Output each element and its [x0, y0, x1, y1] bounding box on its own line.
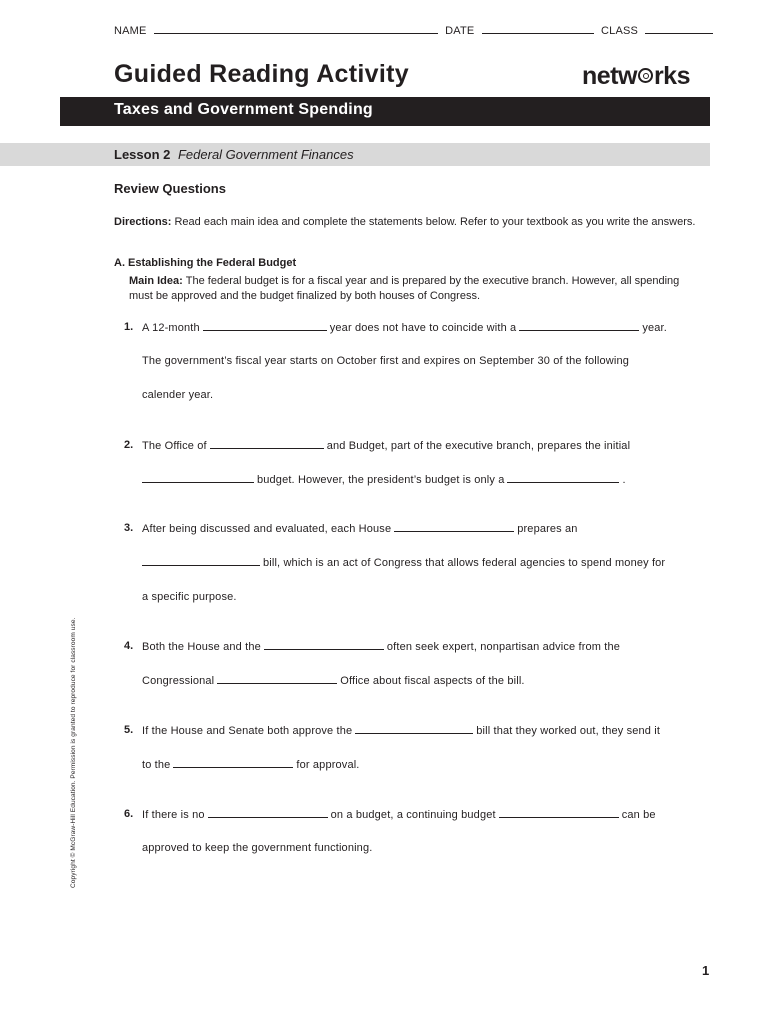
globe-icon [638, 68, 653, 83]
question-number: 6. [124, 808, 134, 820]
main-idea-label: Main Idea: [129, 275, 183, 287]
question-line: The Office of and Budget, part of the executive branch, prepares the initial [142, 440, 631, 452]
main-idea [129, 274, 699, 304]
date-field[interactable] [482, 24, 594, 34]
question-line: If the House and Senate both approve the bill that they worked out, they send it [142, 725, 661, 737]
answer-blank[interactable] [217, 674, 337, 684]
answer-blank[interactable] [507, 473, 619, 483]
lesson-number: Lesson 2 [114, 147, 171, 162]
student-info-line [114, 24, 710, 37]
question-line: approved to keep the government functioning. [142, 842, 373, 854]
directions [114, 214, 710, 230]
question-number: 5. [124, 724, 134, 736]
answer-blank[interactable] [142, 473, 254, 483]
topic-title: Taxes and Government Spending [114, 101, 373, 118]
name-label: NAME [114, 25, 147, 37]
answer-blank[interactable] [394, 522, 514, 532]
answer-blank[interactable] [355, 724, 473, 734]
answer-blank[interactable] [203, 321, 327, 331]
question-line: budget. However, the president’s budget is only a . [142, 473, 626, 486]
lesson-title: Federal Government Finances [177, 147, 354, 162]
main-idea-text: The federal budget is for a fiscal year and is prepared by the executive branch. However, all spending must be approved and the budget finalized by both houses of Congress. [129, 275, 680, 302]
question-line: Congressional Office about fiscal aspects of the bill. [142, 675, 525, 687]
question-number: 3. [124, 522, 134, 534]
question-line: bill, which is an act of Congress that allows federal agencies to spend money for [142, 556, 665, 569]
answer-blank[interactable] [210, 439, 324, 449]
section-heading: A. Establishing the Federal Budget [114, 257, 297, 269]
question-line: to the for approval. [142, 759, 360, 771]
question-number: 4. [124, 640, 134, 652]
answer-blank[interactable] [208, 808, 328, 818]
question-line: The government’s fiscal year starts on October first and expires on September 30 of the following [142, 355, 629, 367]
question-number: 1. [124, 321, 134, 333]
question-line: Both the House and the often seek expert, nonpartisan advice from the [142, 641, 621, 653]
answer-blank[interactable] [142, 556, 260, 566]
question-line: a specific purpose. [142, 591, 237, 603]
topic-banner [60, 97, 710, 126]
answer-blank[interactable] [173, 758, 293, 768]
answer-blank[interactable] [264, 640, 384, 650]
directions-label: Directions: [114, 216, 172, 228]
class-field[interactable] [645, 24, 713, 34]
page-number: 1 [702, 963, 710, 978]
class-label: CLASS [600, 25, 639, 37]
answer-blank[interactable] [499, 808, 619, 818]
name-field[interactable] [154, 24, 438, 34]
networks-logo: netw rks [582, 62, 690, 90]
question-number: 2. [124, 439, 134, 451]
copyright-notice: Copyright © McGraw-Hill Education. Permission is granted to reproduce for classroom use. [70, 617, 77, 888]
review-heading: Review Questions [114, 181, 226, 196]
date-label: DATE [445, 25, 475, 37]
question-line: A 12-month year does not have to coincide with a year. [142, 322, 667, 334]
directions-text: Read each main idea and complete the statements below. Refer to your textbook as you write the answers. [174, 216, 696, 228]
question-line: calender year. [142, 389, 214, 401]
question-line: If there is no on a budget, a continuing budget can be [142, 809, 656, 821]
answer-blank[interactable] [519, 321, 639, 331]
page-title: Guided Reading Activity [114, 60, 409, 88]
lesson-banner [0, 143, 710, 166]
question-line: After being discussed and evaluated, each House prepares an [142, 523, 578, 535]
